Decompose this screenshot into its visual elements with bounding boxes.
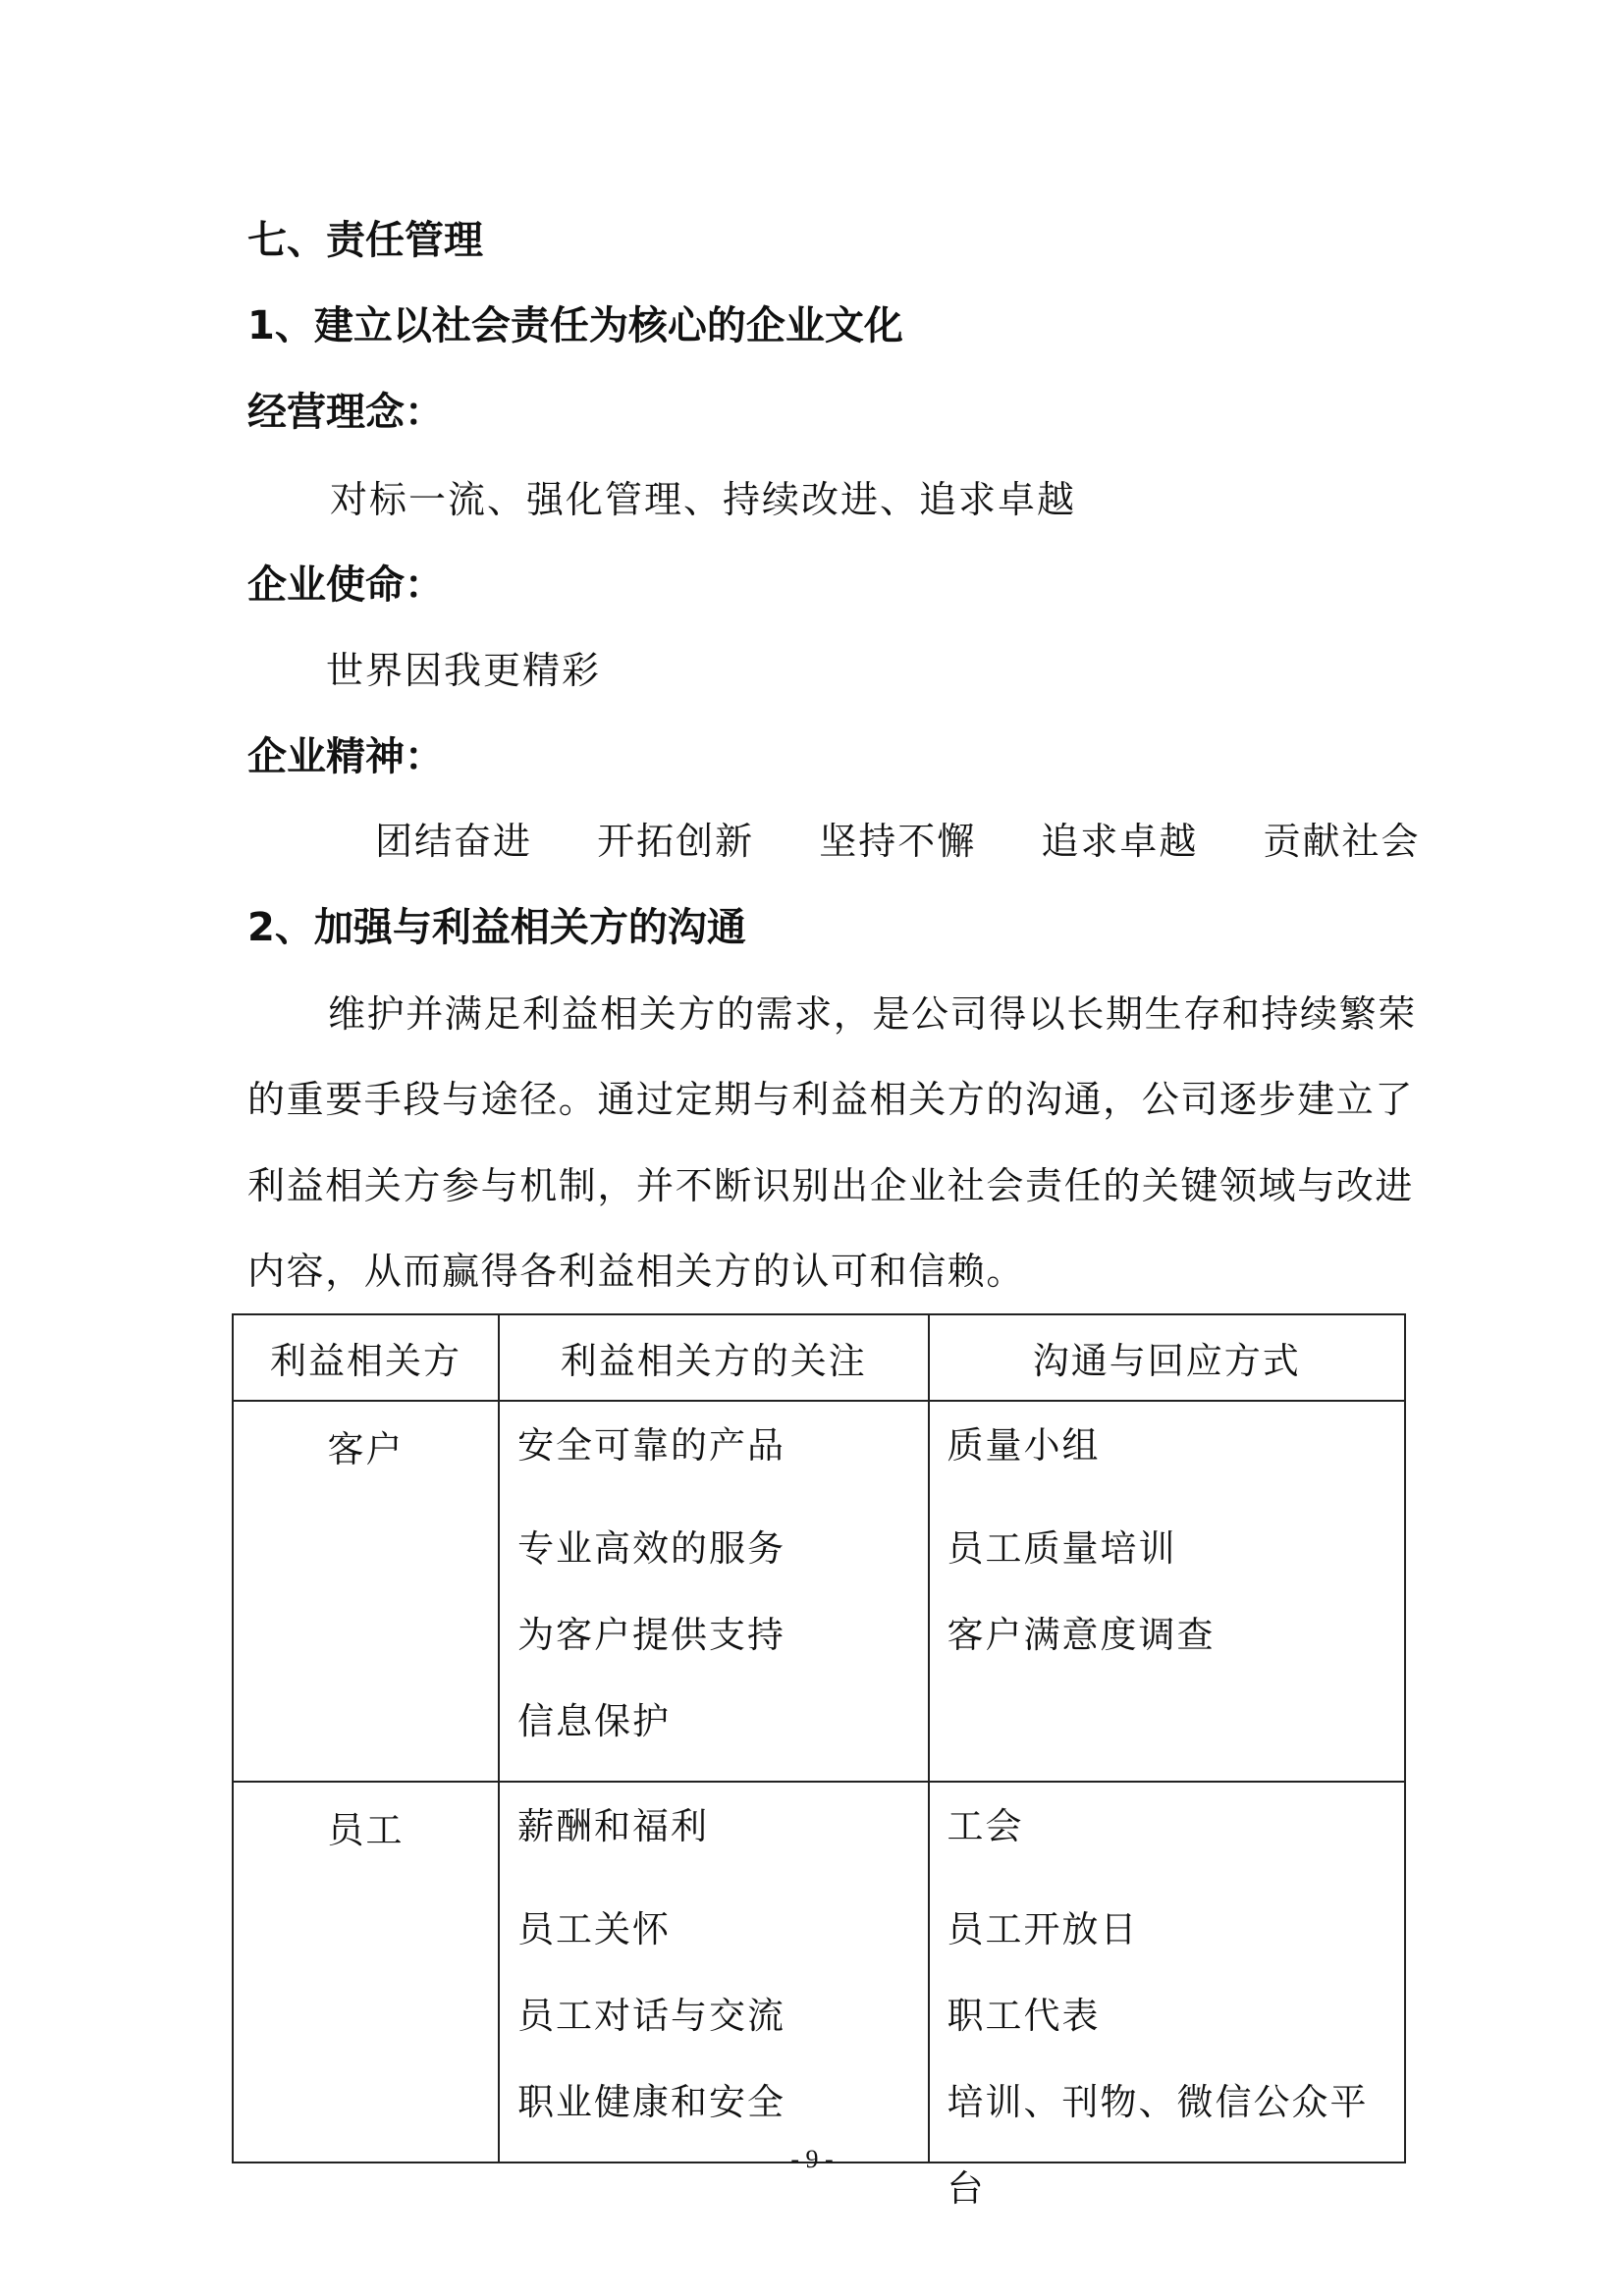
spirit-item: 贡献社会 [1263,820,1421,863]
spirit-item: 追求卓越 [1041,820,1199,863]
paragraph-line: 的重要手段与途径。通过定期与利益相关方的沟通，公司逐步建立了 [247,1078,1415,1121]
table-header-row [233,1314,1405,1401]
concern-item: 员工关怀 [517,1908,672,1950]
concern-item: 职业健康和安全 [517,2081,786,2123]
stakeholder-cell: 员工 [233,1782,499,2163]
spirit-item: 团结奋进 [375,820,533,863]
section-title: 七、责任管理 [247,218,483,263]
header-stakeholder: 利益相关方 [233,1314,499,1401]
philosophy-label: 经营理念： [247,390,444,435]
page-number: - 9 - [790,2145,834,2173]
stakeholder-table [232,1313,1406,2210]
stakeholder-cell: 客户 [233,1401,499,1782]
concern-item: 安全可靠的产品 [517,1424,786,1467]
sub2-heading: 2、加强与利益相关方的沟通 [247,905,746,950]
response-item: 工会 [947,1805,1024,1847]
paragraph-line: 内容，从而赢得各利益相关方的认可和信赖。 [247,1250,1026,1293]
responses-cell [929,1401,1405,1782]
mission-text: 世界因我更精彩 [326,649,602,692]
spirit-item: 开拓创新 [597,820,755,863]
concern-item: 薪酬和福利 [517,1805,710,1847]
philosophy-text: 对标一流、强化管理、持续改进、追求卓越 [330,478,1077,521]
concern-item: 员工对话与交流 [517,1995,786,2037]
responses-cell [929,1782,1405,2210]
header-responses: 沟通与回应方式 [929,1314,1405,1401]
concern-item: 信息保护 [517,1700,672,1742]
header-concerns: 利益相关方的关注 [499,1314,928,1401]
paragraph-line: 利益相关方参与机制，并不断识别出企业社会责任的关键领域与改进 [247,1164,1415,1207]
response-item: 质量小组 [947,1424,1101,1467]
response-item: 客户满意度调查 [947,1614,1216,1656]
concern-item: 为客户提供支持 [517,1614,786,1656]
response-item: 培训、刊物、微信公众平台 [947,2081,1369,2210]
sub1-heading: 1、建立以社会责任为核心的企业文化 [247,303,903,348]
concern-item: 专业高效的服务 [517,1527,786,1570]
mission-label: 企业使命： [247,562,444,608]
table-row [233,1401,1405,1782]
response-item: 职工代表 [947,1995,1101,2037]
response-item: 员工质量培训 [947,1527,1177,1570]
spirit-item: 坚持不懈 [819,820,977,863]
spirit-label: 企业精神： [247,734,444,779]
response-item: 员工开放日 [947,1908,1139,1950]
spirit-list [375,815,1420,868]
table-row [233,1782,1405,2163]
concerns-cell [499,1401,928,1782]
concerns-cell [499,1782,928,2163]
paragraph-line: 维护并满足利益相关方的需求，是公司得以长期生存和持续繁荣 [328,992,1417,1036]
